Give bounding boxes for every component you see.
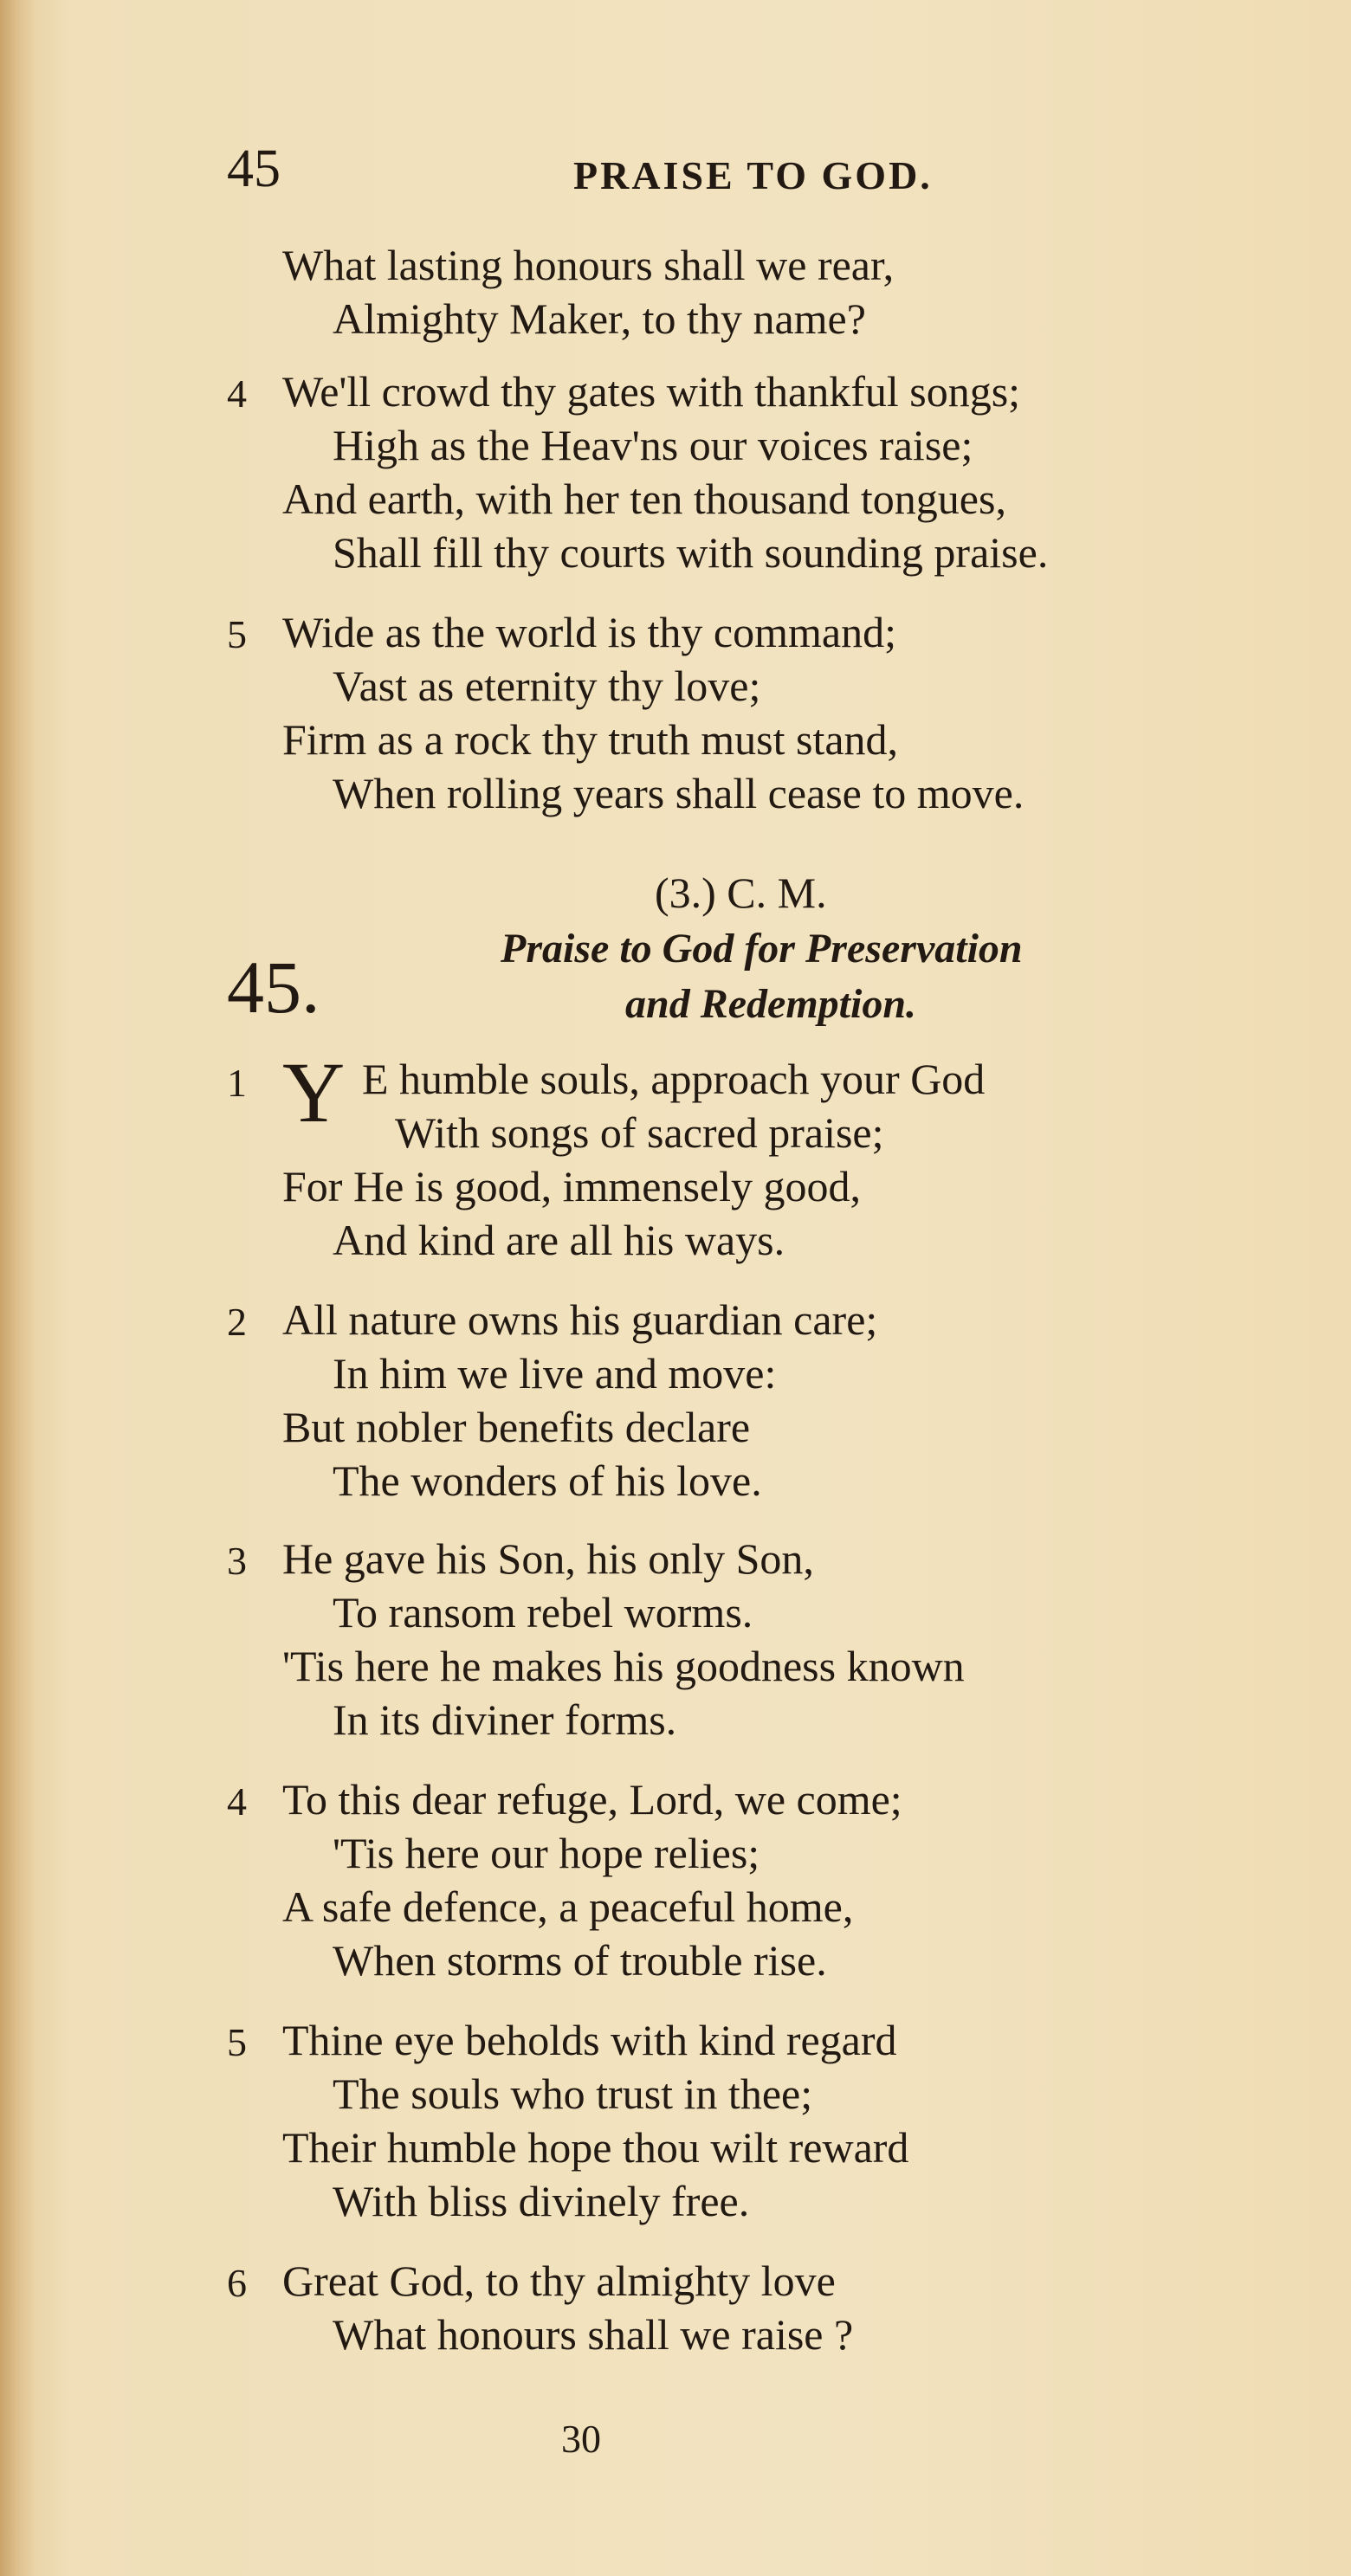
verse-number: 1	[227, 1061, 247, 1105]
verse-line: When storms of trouble rise.	[333, 1936, 827, 1985]
verse-line: All nature owns his guardian care;	[282, 1295, 878, 1344]
verse-line: To ransom rebel worms.	[333, 1588, 753, 1637]
verse-line: Great God, to thy almighty love	[282, 2256, 836, 2305]
signature-mark: 30	[561, 2417, 601, 2461]
verse-line: And earth, with her ten thousand tongues,	[282, 475, 1006, 523]
verse-line: The wonders of his love.	[333, 1456, 762, 1505]
verse-line: 'Tis here our hope relies;	[333, 1829, 760, 1877]
verse-line: High as the Heav'ns our voices raise;	[333, 421, 973, 469]
verse-line: We'll crowd thy gates with thankful songs;	[282, 367, 1021, 416]
verse-line: Shall fill thy courts with sounding praise.	[333, 528, 1049, 577]
verse-number: 4	[227, 371, 247, 416]
prev-hymn-line: What lasting honours shall we rear,	[282, 241, 895, 289]
verse-line: When rolling years shall cease to move.	[333, 769, 1025, 817]
verse-line: For He is good, immensely good,	[282, 1162, 862, 1211]
verse-line: To this dear refuge, Lord, we come;	[282, 1775, 902, 1824]
hymn-number: 45.	[227, 946, 320, 1029]
prev-hymn-line: Almighty Maker, to thy name?	[333, 294, 866, 343]
verse-line: Firm as a rock thy truth must stand,	[282, 715, 899, 764]
verse-line: But nobler benefits declare	[282, 1403, 751, 1451]
verse-number: 3	[227, 1539, 247, 1583]
verse-line: The souls who trust in thee;	[333, 2069, 813, 2118]
hymn-title-line: Praise to God for Preservation	[501, 926, 1023, 972]
drop-cap: Y	[282, 1044, 346, 1140]
verse-line: With songs of sacred praise;	[395, 1108, 884, 1157]
verse-number: 5	[227, 2020, 247, 2064]
verse-line: In its diviner forms.	[333, 1695, 677, 1744]
verse-number: 4	[227, 1779, 247, 1824]
verse-line: What honours shall we raise ?	[333, 2310, 854, 2359]
verse-line: Vast as eternity thy love;	[333, 662, 761, 710]
running-title: PRAISE TO GOD.	[573, 153, 933, 197]
verse-line: And kind are all his ways.	[333, 1216, 785, 1264]
verse-line: In him we live and move:	[333, 1349, 777, 1398]
verse-line: E humble souls, approach your God	[362, 1055, 986, 1103]
verse-line: Wide as the world is thy command;	[282, 608, 896, 656]
verse-number: 2	[227, 1300, 247, 1344]
verse-line: A safe defence, a peaceful home,	[282, 1882, 854, 1931]
verse-number: 5	[227, 612, 247, 656]
verse-line: 'Tis here he makes his goodness known	[282, 1642, 965, 1690]
verse-number: 6	[227, 2261, 247, 2305]
verse-line: Thine eye beholds with kind regard	[282, 2016, 897, 2064]
hymn-title-line: and Redemption.	[625, 981, 917, 1027]
page-number: 45	[227, 139, 281, 198]
verse-line: Their humble hope thou wilt reward	[282, 2123, 909, 2172]
hymn-meter: (3.) C. M.	[655, 868, 827, 917]
verse-line: He gave his Son, his only Son,	[282, 1534, 814, 1583]
verse-line: With bliss divinely free.	[333, 2177, 750, 2225]
